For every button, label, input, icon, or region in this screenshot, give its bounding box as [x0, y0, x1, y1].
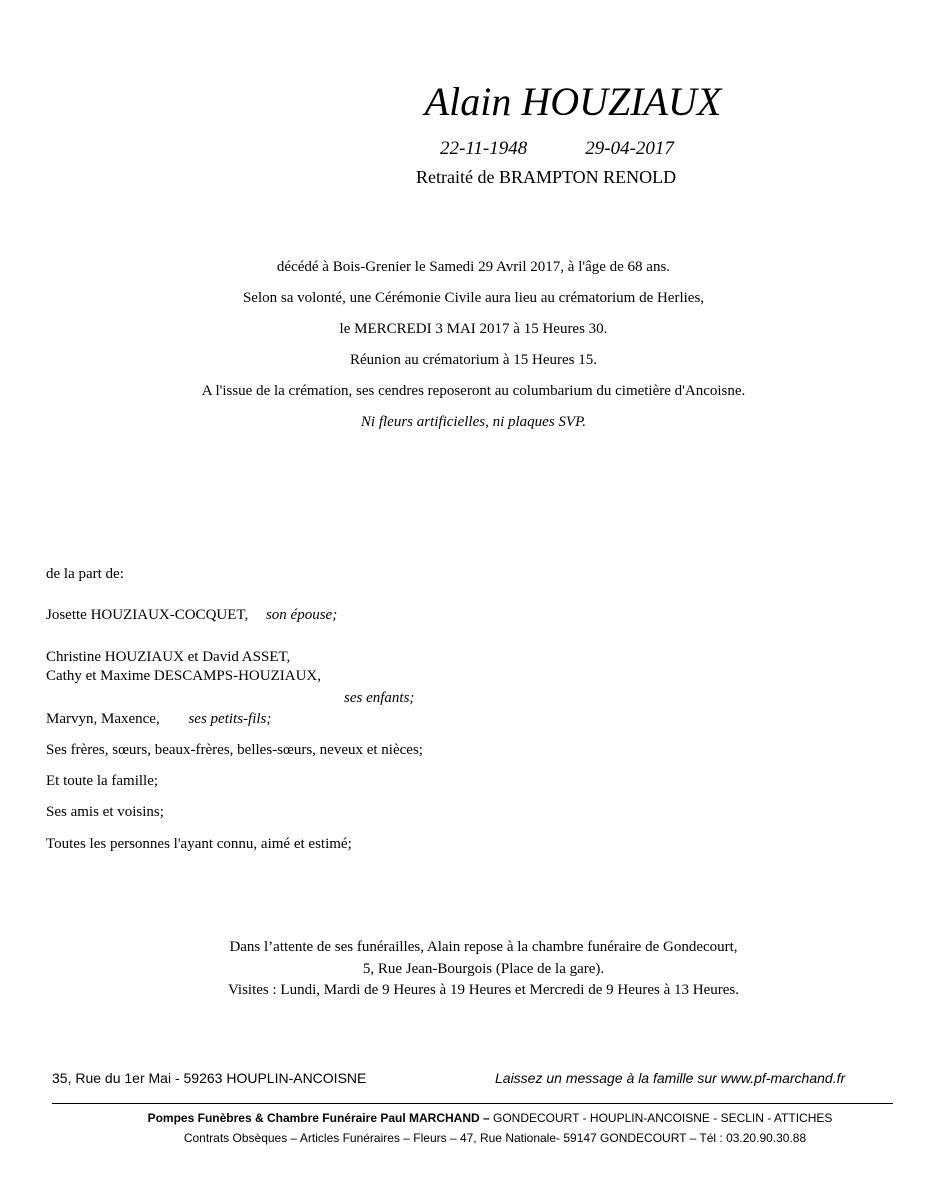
footer-company: [0, 1111, 947, 1125]
footer-services: Contrats Obsèques – Articles Funéraires – Fleurs – 47, Rue Nationale- 59147 GONDECOURT – Tél : 03.20.90.30.88: [183, 1131, 807, 1145]
family-others: Toutes les personnes l'ayant connu, aimé et estimé;: [46, 836, 352, 852]
announcement-date: le MERCREDI 3 MAI 2017 à 15 Heures 30.: [339, 321, 608, 337]
footer-divider: [52, 1103, 893, 1104]
family-all: Et toute la famille;: [46, 773, 159, 789]
death-date: 29-04-2017: [585, 138, 674, 159]
announcement-meeting: Réunion au crématorium à 15 Heures 15.: [349, 352, 597, 368]
funeral-home-address: 5, Rue Jean-Bourgois (Place de la gare).: [362, 961, 605, 977]
family-friends: Ses amis et voisins;: [46, 804, 164, 820]
children-relation: ses enfants;: [344, 690, 415, 706]
occupation: Retraité de BRAMPTON RENOLD: [416, 167, 677, 187]
grandchildren-relation: ses petits-fils;: [188, 711, 272, 727]
company-name: Pompes Funèbres & Chambre Funéraire Paul MARCHAND –: [147, 1111, 490, 1125]
funeral-home-line1: Dans l’attente de ses funérailles, Alain repose à la chambre funéraire de Gondecourt,: [229, 939, 738, 955]
family-intro: de la part de:: [46, 566, 124, 582]
company-locations: GONDECOURT - HOUPLIN-ANCOISNE - SECLIN - ATTICHES: [489, 1111, 833, 1125]
spouse-name: Josette HOUZIAUX-COCQUET,: [46, 607, 249, 623]
family-siblings: Ses frères, sœurs, beaux-frères, belles-sœurs, neveux et nièces;: [46, 742, 423, 758]
funeral-home-visits: Visites : Lundi, Mardi de 9 Heures à 19 Heures et Mercredi de 9 Heures à 13 Heures.: [227, 982, 740, 998]
spouse-relation: son épouse;: [265, 607, 338, 623]
footer-address: 35, Rue du 1er Mai - 59263 HOUPLIN-ANCOISNE: [52, 1070, 367, 1086]
birth-date: 22-11-1948: [440, 138, 528, 159]
announcement-death: décédé à Bois-Grenier le Samedi 29 Avril 2017, à l'âge de 68 ans.: [276, 259, 671, 275]
family-spouse: [46, 607, 337, 624]
family-children-line2: Cathy et Maxime DESCAMPS-HOUZIAUX,: [46, 668, 321, 684]
deceased-name: Alain HOUZIAUX: [424, 79, 722, 124]
announcement-ceremony: Selon sa volonté, une Cérémonie Civile aura lieu au crématorium de Herlies,: [242, 290, 705, 306]
family-grandchildren: [46, 711, 271, 728]
family-children-line1: Christine HOUZIAUX et David ASSET,: [46, 649, 291, 665]
life-dates: [440, 138, 674, 160]
announcement-ashes: A l'issue de la crémation, ses cendres reposeront au columbarium du cimetière d'Ancoisne.: [201, 383, 746, 399]
footer-message: Laissez un message à la famille sur www.pf-marchand.fr: [495, 1070, 846, 1086]
announcement-flowers: Ni fleurs artificielles, ni plaques SVP.: [360, 414, 587, 430]
grandchildren-names: Marvyn, Maxence,: [46, 711, 160, 727]
